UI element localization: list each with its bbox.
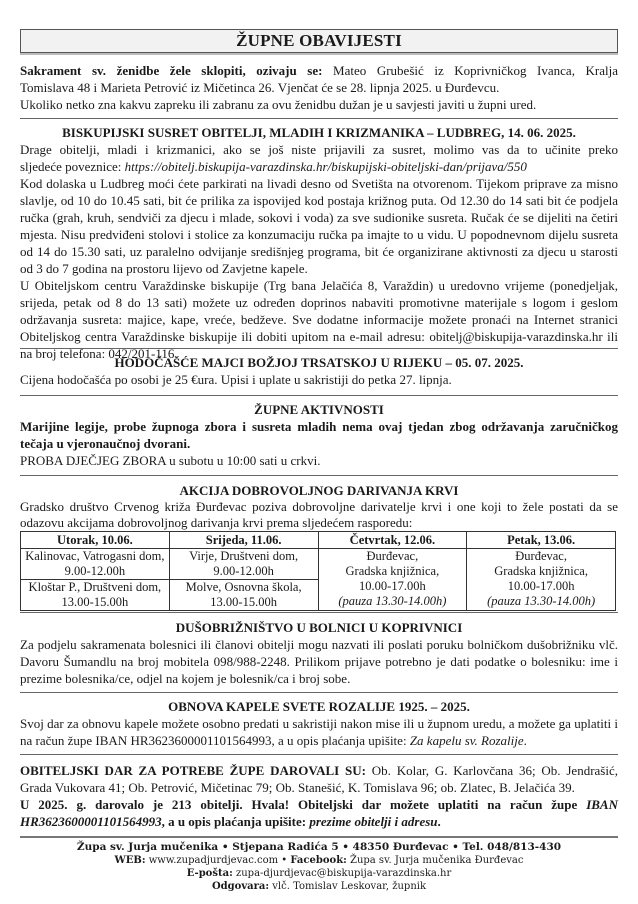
- family-meeting-heading: BISKUPIJSKI SUSRET OBITELJI, MLADIH I KRIZMANIKA – LUDBREG, 14. 06. 2025.: [62, 125, 576, 140]
- table-row: [21, 549, 616, 580]
- footer-email-line: E-pošta: zupa-djurdjevac@biskupija-varazdinska.hr: [186, 868, 452, 879]
- registration-link[interactable]: https://obitelj.biskupija-varazdinska.hr/biskupijski-obiteljski-dan/prijava/550: [124, 159, 527, 174]
- column-header: Utorak, 10.06.: [21, 532, 170, 549]
- email-link[interactable]: zupa-djurdjevac@biskupija-varazdinska.hr: [235, 868, 452, 879]
- family-gift-payment-note: prezime obitelji i adresu: [309, 814, 438, 829]
- wedding-line2: Tomislava 48 i Marieta Petrović iz Mičetinca 26. Vjenčat će se 28. lipnja 2025. u Đurđevcu.: [20, 80, 500, 95]
- footer-web-line: WEB: www.zupadjurdjevac.com • Facebook: Župa sv. Jurja mučenika Đurđevac: [114, 855, 524, 866]
- family-meeting-p1b: sljedeće poveznice:: [20, 159, 122, 174]
- page-title: ŽUPNE OBAVIJESTI: [20, 29, 618, 53]
- activities-bold-text: Marijine legije, probe župnoga zbora i susreta mladih nema ovaj tjedan zbog održavanja zaručničkog tečaja u vjeronaučnoj dvorani.: [20, 419, 618, 451]
- divider: [20, 692, 618, 693]
- family-gift-section: OBITELJSKI DAR ZA POTREBE ŽUPE DAROVALI SU: Ob. Kolar, G. Karlovčana 36; Ob. Jendrašić, Grada Vukovara 41; Ob. Petrović, Mičetinac 79; Ob. Stanešić, K. Tomislava 96; ob. Zlatec, B. Jelačića 39. U 2025. g. darovalo je 213 obitelji. Hvala! Obiteljski dar možete uplatiti na račun župe IBAN HR3623600001101564993, a u opis plaćanja upišite: prezime obitelji i adresu.: [20, 763, 618, 829]
- chapel-text: Svoj dar za obnovu kapele možete osobno predati u sakristiji nakon mise ili u župnom uredu, a možete ga uplatiti i na račun župe IBAN HR3623600001101564993, a u opis plaćanja upišite:: [20, 716, 618, 748]
- blood-drive-section: [20, 482, 618, 611]
- family-meeting-p2: Kod dolaska u Ludbreg moći ćete parkirati na livadi desno od Svetišta na otvorenom. Tijekom priprave za misno slavlje, od 10 do 10.45 sati, bit će prilika za ispovijed kod postaja križnog puta. Od 12.30 do 14 sati bit će podjela ručka (grah, kruh, sendviči za djecu i mlade, sokovi i voda) za sve sudionike susreta. Ručak će se dijeliti na četiri mjesta. Nisu predviđeni stolovi i stolice za konzumaciju ručka pa imajte to u vidu. U popodnevnom dijelu susreta od 14 do 15.30 sati, uz paralelno odvijanje središnjeg programa, bit će organizirane aktivnosti za djecu u starosti od 3 do 7 godina na prostoru lijevo od Zavjetne kapele.: [20, 176, 618, 276]
- facebook-link[interactable]: Župa sv. Jurja mučenika Đurđevac: [350, 855, 524, 866]
- footer-address: Župa sv. Jurja mučenika • Stjepana Radića 5 • 48350 Đurđevac • Tel. 048/813-430: [76, 841, 562, 853]
- family-gift-lead: OBITELJSKI DAR ZA POTREBE ŽUPE DAROVALI SU:: [20, 763, 366, 778]
- footer-responsible-line: Odgovara: vlč. Tomislav Leskovar, župnik: [211, 881, 427, 892]
- column-header: Četvrtak, 12.06.: [318, 532, 467, 549]
- divider: [20, 612, 618, 613]
- activities-heading: ŽUPNE AKTIVNOSTI: [254, 402, 384, 417]
- family-meeting-p1a: Drage obitelji, mladi i krizmanici, ako se još niste prijavili za susret, molimo vas da to učinite preko: [20, 142, 618, 157]
- footer-divider: [20, 836, 618, 838]
- divider: [20, 475, 618, 476]
- family-gift-iban: IBAN HR3623600001101564993: [20, 797, 618, 829]
- divider: [20, 754, 618, 755]
- activities-text: PROBA DJEČJEG ZBORA u subotu u 10:00 sati u crkvi.: [20, 453, 321, 468]
- hospital-section: [20, 619, 618, 687]
- blood-drive-heading: AKCIJA DOBROVOLJNOG DARIVANJA KRVI: [179, 483, 459, 498]
- pilgrimage-section: [20, 354, 618, 388]
- blood-drive-intro: Gradsko društvo Crvenog križa Đurđevac poziva dobrovoljne darivatelje krvi i one koji to žele postati da se odazovu akcijama dobrovoljnog darivanja krvi prema sljedećem rasporedu:: [20, 499, 618, 530]
- website-link[interactable]: www.zupadjurdjevac.com: [148, 855, 279, 866]
- table-cell: Kalinovac, Vatrogasni dom, 9.00-12.00h: [21, 549, 170, 580]
- column-header: Srijeda, 11.06.: [169, 532, 318, 549]
- wedding-section: [20, 62, 618, 113]
- table-cell: Virje, Društveni dom, 9.00-12.00h: [169, 549, 318, 580]
- footer: [20, 841, 618, 893]
- family-meeting-p3: U Obiteljskom centru Varaždinske biskupije (Trg bana Jelačića 8, Varaždin) u uredovno vrijeme (ponedjeljak, srijeda, petak od 8 do 13 sati) možete uz određen doprinos nabaviti promotivne materijale s logom i geslom održavanja susreta: majice, kape, vreće, bedževe. Sve dodatne informacije možete pronaći na Internet stranici Obiteljskog centra Varaždinske biskupije ili dobiti upitom na e-mail adresu: obitelj@biskupija-varazdinska.hr ili na broj telefona: 042/201-116.: [20, 278, 618, 361]
- pilgrimage-text: Cijena hodočašća po osobi je 25 €ura. Upisi i uplate u sakristiji do petka 27. lipnja.: [20, 372, 452, 387]
- chapel-section: OBNOVA KAPELE SVETE ROZALIJE 1925. – 2025. Svoj dar za obnovu kapele možete osobno predati u sakristiji nakon mise ili u župnom uredu, a možete ga uplatiti i na račun župe IBAN HR3623600001101564993, a u opis plaćanja upišite: Za kapelu sv. Rozalije.: [20, 699, 618, 748]
- blood-drive-schedule-table: [20, 531, 616, 611]
- family-gift-donors: Ob. Kolar, G. Karlovčana 36; Ob. Jendrašić, Grada Vukovara 41; Ob. Petrović, Mičetinac 79; Ob. Stanešić, K. Tomislava 96; ob. Zlatec, B. Jelačića 39.: [20, 763, 618, 795]
- hospital-heading: DUŠOBRIŽNIŠTVO U BOLNICI U KOPRIVNICI: [175, 620, 463, 635]
- table-cell: Đurđevac, Gradska knjižnica, 10.00-17.00h (pauza 13.30-14.00h): [467, 549, 616, 611]
- family-gift-text: U 2025. g. darovalo je 213 obitelji. Hvala! Obiteljski dar možete uplatiti na račun župe: [20, 797, 578, 812]
- chapel-payment-note: Za kapelu sv. Rozalije: [409, 733, 524, 748]
- table-cell: Molve, Osnovna škola, 13.00-15.00h: [169, 580, 318, 611]
- table-header-row: [21, 532, 616, 549]
- table-cell: Đurđevac, Gradska knjižnica, 10.00-17.00h (pauza 13.30-14.00h): [318, 549, 467, 611]
- divider: [20, 348, 618, 349]
- chapel-heading: OBNOVA KAPELE SVETE ROZALIJE 1925. – 2025.: [168, 699, 470, 714]
- wedding-line1: Mateo Grubešić iz Koprivničkog Ivanca, Kralja: [333, 63, 619, 78]
- wedding-lead: Sakrament sv. ženidbe žele sklopiti, ozivaju se:: [20, 63, 323, 78]
- pilgrimage-heading: HODOČAŠĆE MAJCI BOŽJOJ TRSATSKOJ U RIJEKU – 05. 07. 2025.: [114, 355, 524, 370]
- column-header: Petak, 13.06.: [467, 532, 616, 549]
- divider: [20, 395, 618, 396]
- hospital-text: Za podjelu sakramenata bolesnici ili članovi obitelji mogu nazvati ili poslati poruku bolničkom dušobrižniku vlč. Davoru Šumandlu na broj mobitela 098/988-2248. Prilikom prijave potrebno je dati podatke o bolesniku: ime i prezime bolesnika/ce, odjel na kojem je bolesnik/ca i broj sobe.: [20, 637, 618, 686]
- table-cell: Kloštar P., Društveni dom, 13.00-15.00h: [21, 580, 170, 611]
- divider: [20, 118, 618, 119]
- wedding-line3: Ukoliko netko zna kakvu zapreku ili zabranu za ovu ženidbu dužan je u savjesti javiti u župni ured.: [20, 97, 537, 112]
- family-meeting-section: [20, 124, 618, 362]
- activities-section: [20, 401, 618, 469]
